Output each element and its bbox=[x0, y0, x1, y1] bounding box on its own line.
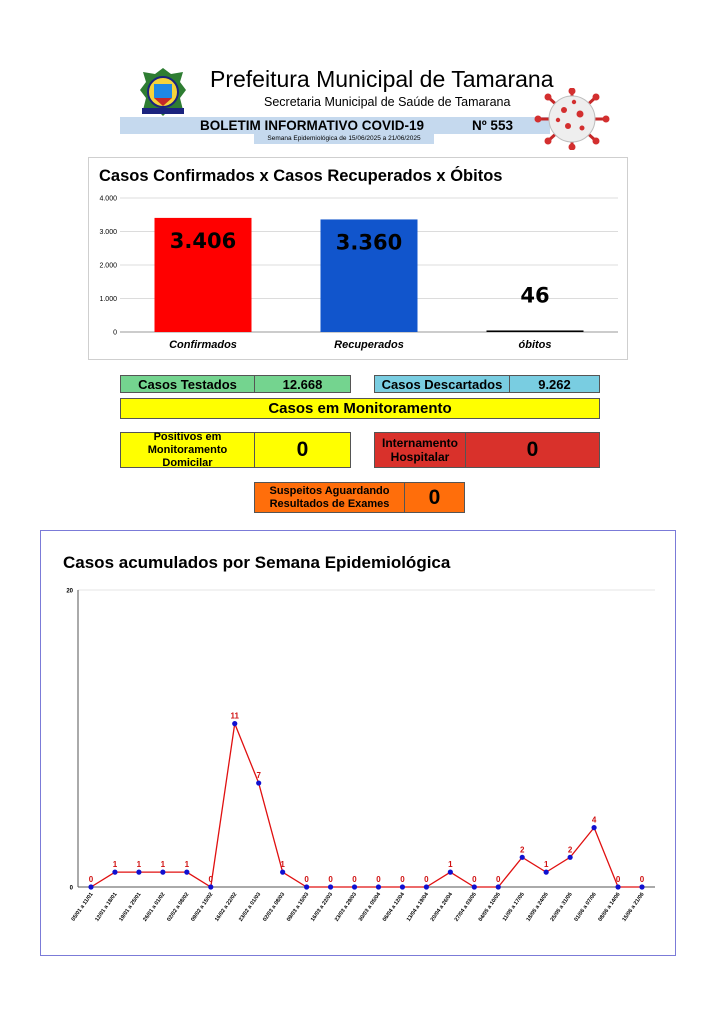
line-chart-xtick: 19/01 a 25/01 bbox=[118, 891, 143, 923]
line-point bbox=[304, 884, 309, 889]
line-point-label: 1 bbox=[184, 860, 190, 870]
line-point bbox=[136, 870, 141, 875]
line-chart-xtick: 27/04 a 03/05 bbox=[453, 891, 478, 923]
home-monitoring-label: Positivos em Monitoramento Domicilar bbox=[120, 432, 255, 468]
line-point-label: 2 bbox=[567, 845, 573, 855]
line-point bbox=[496, 884, 501, 889]
line-point-label: 0 bbox=[639, 875, 645, 884]
bar-chart-ytick: 0 bbox=[113, 329, 117, 337]
line-point bbox=[376, 884, 381, 889]
line-point-label: 11 bbox=[230, 711, 239, 721]
line-point-label: 1 bbox=[112, 860, 118, 870]
municipal-crest-logo bbox=[136, 66, 190, 118]
line-point-label: 4 bbox=[591, 815, 597, 825]
bar-chart-ytick: 1.000 bbox=[99, 296, 117, 303]
bulletin-title: BOLETIM INFORMATIVO COVID-19 bbox=[200, 118, 425, 133]
line-point-label: 0 bbox=[304, 875, 309, 884]
line-chart-xtick: 12/01 a 18/01 bbox=[94, 891, 119, 923]
bar-category-label: óbitos bbox=[518, 339, 552, 351]
hospital-value: 0 bbox=[465, 432, 600, 468]
line-chart-xtick: 02/03 a 08/03 bbox=[262, 891, 287, 923]
page-subtitle: Secretaria Municipal de Saúde de Tamarana bbox=[264, 95, 511, 109]
line-chart-xtick: 02/02 a 08/02 bbox=[166, 891, 191, 923]
bar-value-label: 3.360 bbox=[335, 230, 403, 255]
bar-chart-ytick: 3.000 bbox=[99, 229, 117, 236]
line-point bbox=[160, 870, 165, 875]
line-point-label: 0 bbox=[400, 875, 405, 884]
line-point bbox=[520, 855, 525, 860]
line-chart-ytick: 0 bbox=[69, 885, 73, 892]
line-point-label: 2 bbox=[519, 845, 525, 855]
line-point-label: 1 bbox=[280, 860, 285, 870]
bar-chart-ytick: 2.000 bbox=[99, 262, 117, 270]
line-point-label: 0 bbox=[472, 875, 477, 884]
line-chart-xtick: 18/05 a 24/05 bbox=[525, 891, 550, 923]
line-point bbox=[568, 855, 573, 860]
line-chart-xtick: 16/03 a 22/03 bbox=[309, 891, 335, 923]
line-chart-xtick: 08/06 a 14/06 bbox=[597, 891, 622, 923]
monitoring-header: Casos em Monitoramento bbox=[120, 398, 600, 419]
bar-value-label: 46 bbox=[520, 283, 550, 308]
line-chart-xtick: 01/06 a 07/06 bbox=[573, 891, 598, 923]
line-point bbox=[328, 884, 333, 889]
line-chart-xtick: 09/03 a 15/03 bbox=[286, 891, 311, 923]
virus-icon bbox=[530, 88, 614, 150]
line-point-label: 0 bbox=[88, 875, 94, 884]
line-point bbox=[400, 884, 405, 889]
bar-chart bbox=[88, 157, 628, 360]
bar-chart-ytick: 4.000 bbox=[99, 195, 117, 203]
line-chart-xtick: 25/05 a 31/05 bbox=[549, 891, 574, 923]
line-point bbox=[544, 870, 549, 875]
line-point-label: 1 bbox=[160, 860, 166, 870]
line-point bbox=[184, 870, 189, 875]
line-point bbox=[352, 884, 357, 889]
line-chart bbox=[40, 530, 676, 956]
line-point bbox=[639, 884, 644, 889]
line-chart-xtick: 11/05 a 17/05 bbox=[501, 891, 526, 923]
line-point bbox=[448, 870, 453, 875]
line-chart-xtick: 16/02 a 22/02 bbox=[214, 891, 239, 923]
line-point-label: 1 bbox=[448, 860, 453, 870]
line-point-label: 0 bbox=[496, 875, 501, 884]
line-chart-xtick: 30/03 a 05/04 bbox=[357, 891, 383, 923]
line-chart-xtick: 04/05 a 10/05 bbox=[477, 891, 502, 923]
line-chart-xtick: 05/01 a 11/01 bbox=[70, 891, 95, 923]
line-point-label: 7 bbox=[256, 771, 261, 781]
line-point-label: 1 bbox=[543, 860, 549, 870]
line-point-label: 1 bbox=[136, 860, 142, 870]
line-chart-title: Casos acumulados por Semana Epidemiológica bbox=[63, 553, 451, 572]
line-point bbox=[280, 870, 285, 875]
line-chart-xtick: 20/04 a 26/04 bbox=[429, 891, 454, 923]
line-chart-xtick: 15/06 a 21/06 bbox=[621, 891, 646, 923]
bar-value-label: 3.406 bbox=[169, 228, 237, 253]
line-chart-xtick: 09/02 a 15/02 bbox=[190, 891, 215, 923]
line-point-label: 0 bbox=[376, 875, 381, 884]
line-chart-ytick: 20 bbox=[66, 588, 73, 595]
line-point-label: 0 bbox=[615, 875, 621, 884]
discarded-label: Casos Descartados bbox=[374, 375, 510, 393]
discarded-value: 9.262 bbox=[509, 375, 600, 393]
pending-label: Suspeitos Aguardando Resultados de Exames bbox=[254, 482, 405, 513]
line-point bbox=[591, 825, 596, 830]
line-chart-xtick: 23/02 a 01/03 bbox=[238, 891, 263, 923]
line-series bbox=[88, 724, 642, 887]
line-point-label: 0 bbox=[352, 875, 357, 884]
line-point bbox=[424, 884, 429, 889]
bar-category-label: Confirmados bbox=[169, 339, 237, 351]
line-chart-xtick: 26/01 a 01/02 bbox=[142, 891, 167, 923]
bar-chart-title: Casos Confirmados x Casos Recuperados x Óbitos bbox=[99, 167, 503, 185]
line-point bbox=[112, 870, 117, 875]
line-point-label: 0 bbox=[328, 875, 333, 884]
bulletin-number: Nº 553 bbox=[472, 118, 513, 133]
tested-value: 12.668 bbox=[254, 375, 351, 393]
line-point bbox=[88, 884, 93, 889]
line-chart-xtick: 13/04 a 19/04 bbox=[405, 891, 431, 923]
bar-category-label: Recuperados bbox=[334, 339, 404, 351]
line-point bbox=[232, 721, 237, 726]
bar-3 bbox=[487, 330, 584, 332]
pending-value: 0 bbox=[404, 482, 465, 513]
line-point bbox=[615, 884, 620, 889]
tested-label: Casos Testados bbox=[120, 375, 255, 393]
page-title: Prefeitura Municipal de Tamarana bbox=[210, 66, 554, 92]
line-point-label: 0 bbox=[208, 875, 214, 884]
line-point-label: 0 bbox=[424, 875, 429, 884]
hospital-label: Internamento Hospitalar bbox=[374, 432, 466, 468]
epi-week-text: Semana Epidemiológica de 15/06/2025 a 21/06/2025 bbox=[267, 135, 421, 142]
home-monitoring-value: 0 bbox=[254, 432, 351, 468]
line-point bbox=[472, 884, 477, 889]
line-point bbox=[256, 780, 261, 785]
line-chart-xtick: 23/03 a 29/03 bbox=[333, 891, 359, 923]
line-chart-xtick: 06/04 a 12/04 bbox=[381, 891, 407, 923]
line-point bbox=[208, 884, 213, 889]
